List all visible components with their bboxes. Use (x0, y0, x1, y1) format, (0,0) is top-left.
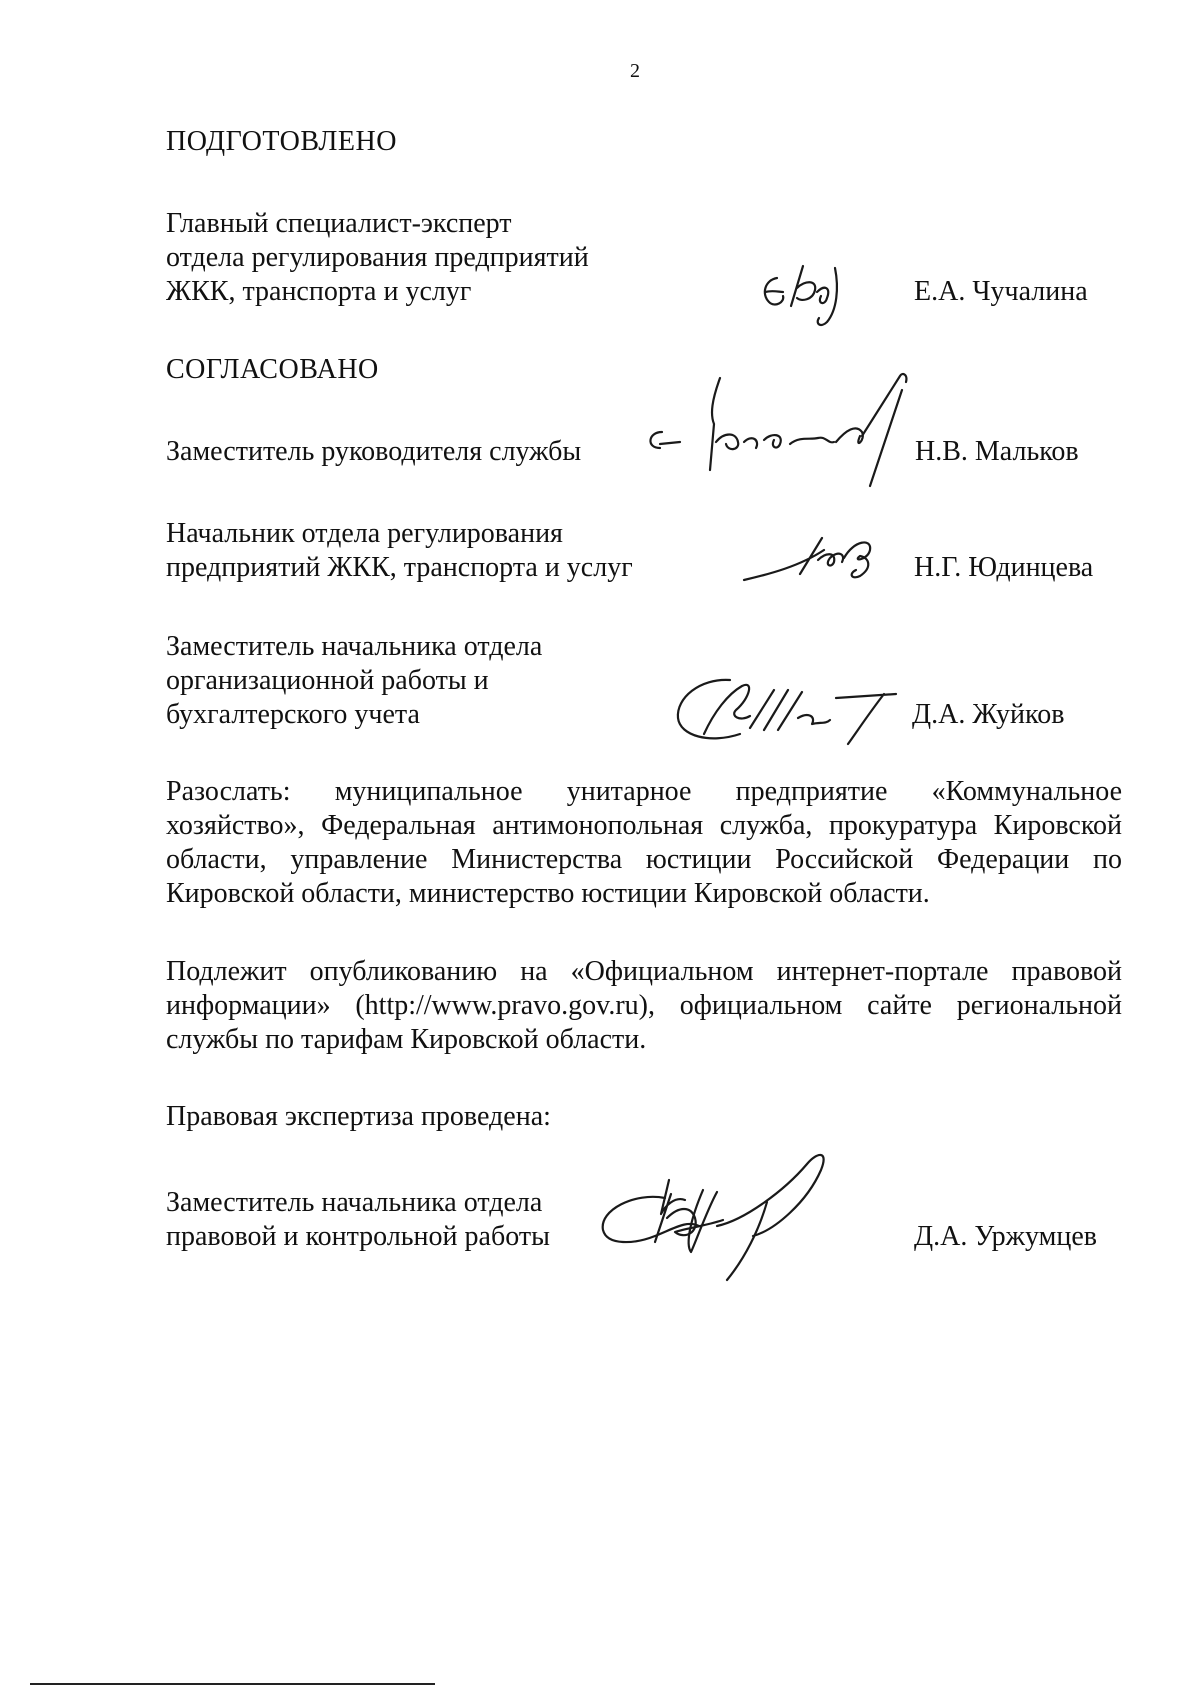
signature-chuchalina (755, 258, 865, 328)
publication-line-2: информации» (http://www.pravo.gov.ru), официальном сайте региональной (166, 990, 1122, 1021)
distribution-line-2: хозяйство», Федеральная антимонопольная служба, прокуратура Кировской (166, 810, 1122, 841)
publication-paragraph (166, 955, 1122, 1057)
agreed-signer-2-position-line-2: предприятий ЖКК, транспорта и услуг (166, 552, 633, 583)
agreed-signer-2-name: Н.Г. Юдинцева (914, 552, 1094, 583)
agreed-signer-3-name: Д.А. Жуйков (912, 699, 1065, 730)
agreed-signer-1-position-line-1: Заместитель руководителя службы (166, 436, 582, 467)
prepared-position-line-2: отдела регулирования предприятий (166, 242, 589, 273)
distribution-line-3: области, управление Министерства юстиции Российской Федерации по (166, 844, 1122, 875)
legal-review-position-line-1: Заместитель начальника отдела (166, 1187, 543, 1218)
distribution-paragraph (166, 775, 1122, 911)
agreed-signer-2-position-line-1: Начальник отдела регулирования (166, 518, 563, 549)
legal-review-name: Д.А. Уржумцев (914, 1221, 1098, 1252)
publication-line-1: Подлежит опубликованию на «Официальном интернет-портале правовой (166, 956, 1122, 987)
signature-yudintseva (740, 530, 890, 590)
agreed-signer-3-position-line-3: бухгалтерского учета (166, 699, 420, 730)
signature-urzhumtsev (595, 1140, 865, 1290)
prepared-position-line-3: ЖКК, транспорта и услуг (166, 276, 472, 307)
legal-review-heading: Правовая экспертиза проведена: (166, 1101, 551, 1132)
signature-zhuykov (670, 672, 910, 752)
signature-malkov (640, 370, 950, 500)
prepared-heading: ПОДГОТОВЛЕНО (166, 126, 397, 157)
agreed-signer-3-position-line-1: Заместитель начальника отдела (166, 631, 543, 662)
agreed-signer-3-position-line-2: организационной работы и (166, 665, 489, 696)
prepared-signer-name: Е.А. Чучалина (914, 276, 1088, 307)
distribution-line-1: Разослать: муниципальное унитарное предприятие «Коммунальное (166, 776, 1122, 807)
footer-rule (30, 1683, 435, 1685)
legal-review-position-line-2: правовой и контрольной работы (166, 1221, 550, 1252)
publication-line-3: службы по тарифам Кировской области. (166, 1024, 647, 1055)
prepared-position-line-1: Главный специалист-эксперт (166, 208, 512, 239)
distribution-line-4: Кировской области, министерство юстиции Кировской области. (166, 878, 930, 909)
agreed-heading: СОГЛАСОВАНО (166, 354, 379, 385)
page-number: 2 (630, 60, 640, 82)
agreed-signer-1-name: Н.В. Мальков (915, 436, 1079, 467)
